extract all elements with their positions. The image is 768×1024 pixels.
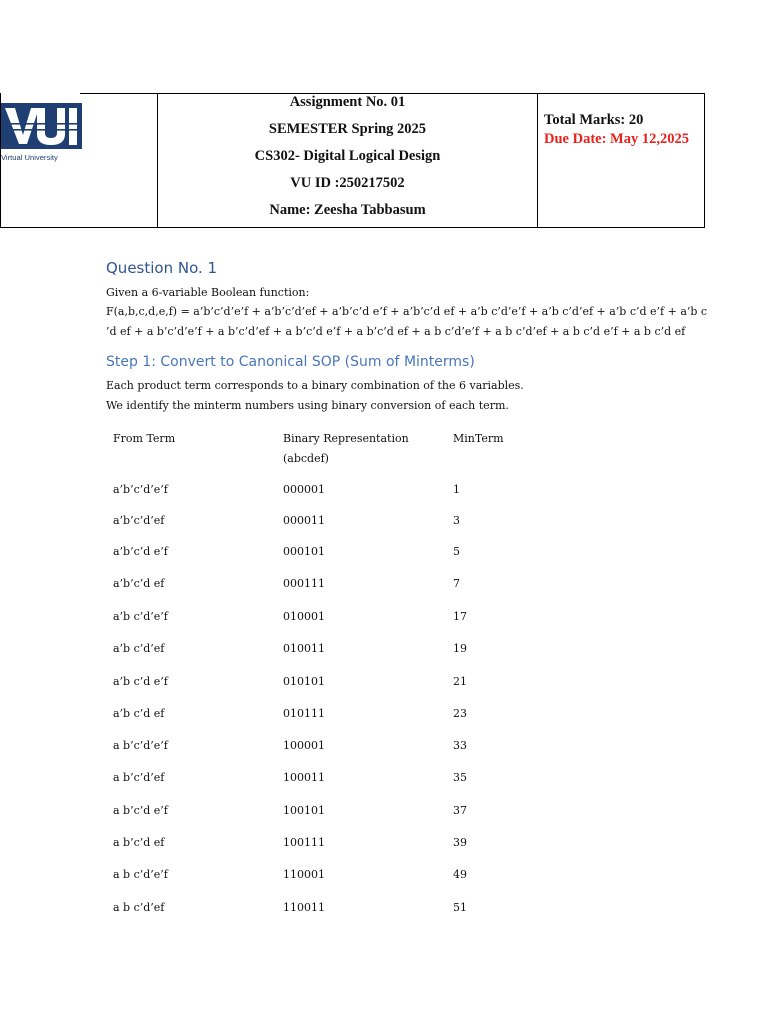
cell-binary: 010011 [283,642,325,655]
due-date: Due Date: May 12,2025 [544,131,689,147]
assignment-title: Assignment No. 01 [289,94,406,110]
cell-term: a b c’d’e’f [113,868,168,881]
header-binary: Binary Representation [283,432,409,445]
logo-caption: Virtual University [1,153,58,162]
cell-term: a b’c’d ef [113,836,165,849]
cell-binary: 100111 [283,836,325,849]
cell-binary: 000111 [283,577,325,590]
cell-minterm: 51 [453,901,467,914]
cell-binary: 100001 [283,739,325,752]
cell-term: a b’c’d e’f [113,804,168,817]
cell-binary: 010111 [283,707,325,720]
header-divider-2 [537,93,538,228]
cell-binary: 010101 [283,675,325,688]
cell-minterm: 5 [453,545,460,558]
cell-term: a’b c’d’e’f [113,610,168,623]
semester-label: SEMESTER Spring 2025 [268,121,427,137]
step1-line-1: Each product term corresponds to a binary combination of the 6 variables. [106,379,524,392]
cell-term: a b’c’d’ef [113,771,165,784]
cell-binary: 110001 [283,868,325,881]
function-line-2: ’d ef + a b’c’d’e’f + a b’c’d’ef + a b’c’d e’f + a b’c’d ef + a b c’d’e’f + a b c’d’ef + a b c’d e’f + a b c’d ef [106,325,686,338]
cell-binary: 100011 [283,771,325,784]
cell-minterm: 3 [453,514,460,527]
cell-binary: 000011 [283,514,325,527]
cell-term: a’b’c’d’e’f [113,483,168,496]
cell-minterm: 17 [453,610,467,623]
cell-term: a b’c’d’e’f [113,739,168,752]
vu-id-label: VU ID :250217502 [290,175,405,191]
question-intro: Given a 6-variable Boolean function: [106,286,310,299]
cell-binary: 110011 [283,901,325,914]
cell-minterm: 33 [453,739,467,752]
cell-term: a’b’c’d ef [113,577,165,590]
step1-title: Step 1: Convert to Canonical SOP (Sum of Minterms) [106,354,475,370]
step1-line-2: We identify the minterm numbers using binary conversion of each term. [106,399,509,412]
vu-logo-icon [1,103,82,149]
cell-minterm: 19 [453,642,467,655]
cell-minterm: 7 [453,577,460,590]
cell-binary: 000001 [283,483,325,496]
cell-minterm: 21 [453,675,467,688]
header-right-cell [544,111,689,149]
course-label: CS302- Digital Logical Design [254,148,441,164]
header-right-border [704,93,705,228]
total-marks: Total Marks: 20 [544,112,644,128]
header-from-term: From Term [113,432,176,445]
function-line-1: F(a,b,c,d,e,f) = a’b’c’d’e’f + a’b’c’d’ef + a’b’c’d e’f + a’b’c’d ef + a’b c’d’e’f + a’b c’d’ef + a’b c’d e’f + a’b c [106,305,708,318]
header-table [0,93,705,228]
cell-term: a’b’c’d’ef [113,514,165,527]
cell-term: a b c’d’ef [113,901,165,914]
cell-term: a’b’c’d e’f [113,545,168,558]
cell-minterm: 39 [453,836,467,849]
cell-minterm: 37 [453,804,467,817]
cell-minterm: 35 [453,771,467,784]
cell-minterm: 49 [453,868,467,881]
header-minterm: MinTerm [453,432,504,445]
cell-minterm: 23 [453,707,467,720]
header-binary-sub: (abcdef) [283,452,329,465]
cell-binary: 100101 [283,804,325,817]
cell-minterm: 1 [453,483,460,496]
cell-term: a’b c’d’ef [113,642,165,655]
cell-binary: 000101 [283,545,325,558]
cell-binary: 010001 [283,610,325,623]
student-name: Name: Zeesha Tabbasum [269,202,426,218]
cell-term: a’b c’d ef [113,707,165,720]
header-center-cell [158,93,537,228]
question-title: Question No. 1 [106,259,218,277]
cell-term: a’b c’d e’f [113,675,168,688]
